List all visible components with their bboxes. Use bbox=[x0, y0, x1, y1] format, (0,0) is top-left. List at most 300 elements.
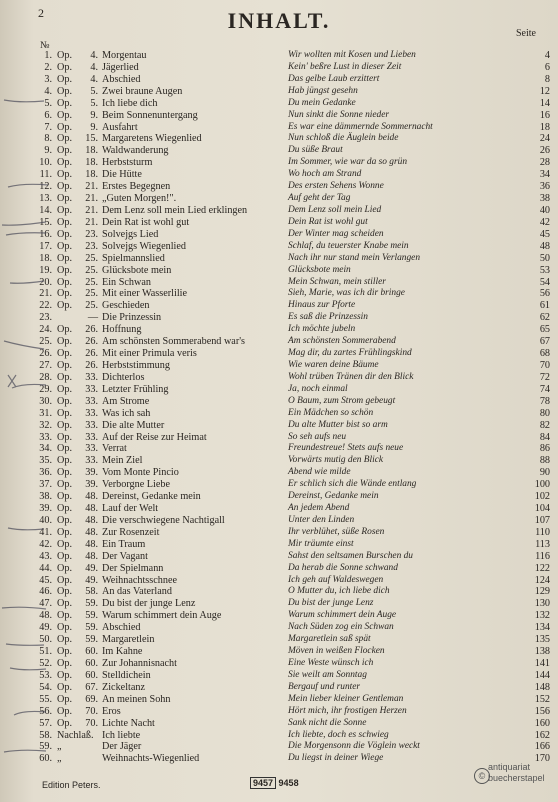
song-title: Mit einer Wasserlilie bbox=[102, 288, 187, 300]
table-row bbox=[0, 253, 558, 265]
first-line: So seh aufs neu bbox=[288, 431, 347, 442]
opus-number: 69. bbox=[85, 693, 98, 705]
first-line: Du liegst in deiner Wiege bbox=[288, 753, 384, 764]
song-title: Lichte Nacht bbox=[102, 717, 155, 729]
entry-number: 6. bbox=[44, 109, 52, 121]
entry-number: 55. bbox=[39, 693, 52, 705]
opus-number: 60. bbox=[85, 669, 98, 681]
opus-number: 21. bbox=[85, 216, 98, 228]
watermark-line-2: buecherstapel bbox=[488, 773, 545, 783]
opus-number: 4. bbox=[90, 61, 98, 73]
page-ref: 14 bbox=[539, 97, 550, 109]
page-ref: 124 bbox=[534, 574, 550, 586]
first-line: Auf geht der Tag bbox=[288, 193, 351, 204]
opus-number: 9. bbox=[90, 121, 98, 133]
plate-number-a: 9457 bbox=[250, 777, 276, 789]
page-ref: 72 bbox=[539, 371, 550, 383]
entry-number: 30. bbox=[39, 395, 52, 407]
song-title: Solvejgs Lied bbox=[102, 228, 159, 240]
table-row bbox=[0, 265, 558, 277]
page-ref: 129 bbox=[534, 586, 550, 598]
opus-number: — bbox=[87, 312, 98, 324]
song-title: An das Vaterland bbox=[102, 586, 172, 598]
entry-number: 41. bbox=[39, 526, 52, 538]
song-title: Ich liebe dich bbox=[102, 97, 158, 109]
table-row bbox=[0, 86, 558, 98]
song-title: Stelldichein bbox=[102, 669, 151, 681]
table-row bbox=[0, 74, 558, 86]
opus-label: Op. bbox=[57, 216, 72, 228]
opus-label: Op. bbox=[57, 252, 72, 264]
table-row bbox=[0, 145, 558, 157]
table-row bbox=[0, 694, 558, 706]
first-line: Dereinst, Gedanke mein bbox=[288, 491, 379, 502]
table-row bbox=[0, 575, 558, 587]
entry-number: 45. bbox=[39, 574, 52, 586]
entry-number: 20. bbox=[39, 276, 52, 288]
opus-number: 49. bbox=[85, 562, 98, 574]
opus-number: 18. bbox=[85, 145, 98, 157]
first-line: Sieh, Marie, was ich dir bringe bbox=[288, 288, 405, 299]
page-ref: 113 bbox=[535, 538, 550, 550]
opus-label: Op. bbox=[57, 145, 72, 157]
song-title: Zickeltanz bbox=[102, 681, 145, 693]
first-line: Kein' beßre Lust in dieser Zeit bbox=[288, 61, 402, 72]
entry-number: 37. bbox=[39, 479, 52, 491]
table-row bbox=[0, 384, 558, 396]
song-title: Am Strome bbox=[102, 395, 150, 407]
first-line: Die Morgensonn die Vöglein weckt bbox=[288, 741, 420, 752]
first-line: Wo hoch am Strand bbox=[288, 169, 362, 180]
song-title: Weihnachts-Wiegenlied bbox=[102, 753, 200, 765]
entry-number: 22. bbox=[39, 300, 52, 312]
opus-number: 25. bbox=[85, 252, 98, 264]
page-ref: 34 bbox=[539, 169, 550, 181]
entry-number: 35. bbox=[39, 455, 52, 467]
opus-number: 4. bbox=[90, 73, 98, 85]
song-title: An meinen Sohn bbox=[102, 693, 171, 705]
table-row bbox=[0, 479, 558, 491]
first-line: Nach ihr nur stand mein Verlangen bbox=[288, 252, 421, 263]
song-title: Spielmannslied bbox=[102, 252, 165, 264]
entry-number: 1. bbox=[44, 50, 52, 61]
opus-number: 9. bbox=[90, 109, 98, 121]
opus-label: Op. bbox=[57, 443, 72, 455]
table-row bbox=[0, 217, 558, 229]
opus-label: Op. bbox=[57, 717, 72, 729]
first-line: Eine Weste wünsch ich bbox=[288, 658, 374, 669]
song-title: Zur Johannisnacht bbox=[102, 658, 177, 670]
entry-number: 31. bbox=[39, 407, 52, 419]
song-title: Ich liebte bbox=[102, 729, 141, 741]
entry-number: 9. bbox=[44, 145, 52, 157]
entry-number: 26. bbox=[39, 348, 52, 360]
opus-label: Op. bbox=[57, 288, 72, 300]
opus-label: Op. bbox=[57, 336, 72, 348]
first-line: Sank nicht die Sonne bbox=[288, 717, 367, 728]
opus-number: 26. bbox=[85, 324, 98, 336]
song-title: Verrat bbox=[102, 443, 127, 455]
entry-number: 16. bbox=[39, 228, 52, 240]
table-row bbox=[0, 360, 558, 372]
entry-number: 14. bbox=[39, 204, 52, 216]
entry-number: 28. bbox=[39, 371, 52, 383]
table-row bbox=[0, 193, 558, 205]
first-line: Mein Schwan, mein stiller bbox=[288, 276, 386, 287]
opus-label: Op. bbox=[57, 491, 72, 503]
first-line: Dem Lenz soll mein Lied bbox=[288, 204, 382, 215]
page-ref: 148 bbox=[534, 681, 550, 693]
first-line: Ich möchte jubeln bbox=[288, 324, 356, 335]
song-title: Margaretens Wiegenlied bbox=[102, 133, 202, 145]
first-line: Im Sommer, wie war da so grün bbox=[288, 157, 408, 168]
opus-label: Op. bbox=[57, 348, 72, 360]
page-ref: 135 bbox=[534, 634, 550, 646]
page-ref: 110 bbox=[535, 526, 550, 538]
opus-label: Op. bbox=[57, 550, 72, 562]
page-ref: 56 bbox=[539, 288, 550, 300]
table-row bbox=[0, 682, 558, 694]
table-row bbox=[0, 563, 558, 575]
first-line: Es war eine dämmernde Sommernacht bbox=[288, 121, 433, 132]
opus-number: 59. bbox=[85, 610, 98, 622]
first-line: Das gelbe Laub erzittert bbox=[288, 73, 380, 84]
opus-label: Op. bbox=[57, 514, 72, 526]
entry-number: 42. bbox=[39, 538, 52, 550]
page-ref: 104 bbox=[534, 503, 550, 515]
entry-number: 56. bbox=[39, 705, 52, 717]
entry-number: 17. bbox=[39, 240, 52, 252]
opus-number: 33. bbox=[85, 395, 98, 407]
table-row bbox=[0, 62, 558, 74]
song-title: Auf der Reise zur Heimat bbox=[102, 431, 207, 443]
opus-number: 67. bbox=[85, 681, 98, 693]
opus-label: Op. bbox=[57, 50, 72, 61]
table-row bbox=[0, 110, 558, 122]
entry-number: 10. bbox=[39, 157, 52, 169]
copyright-icon: © bbox=[474, 768, 490, 784]
column-header-page: Seite bbox=[516, 28, 536, 39]
table-row bbox=[0, 324, 558, 336]
table-row bbox=[0, 658, 558, 670]
table-row bbox=[0, 98, 558, 110]
opus-number: 33. bbox=[85, 455, 98, 467]
entry-number: 18. bbox=[39, 252, 52, 264]
entry-number: 7. bbox=[44, 121, 52, 133]
first-line: Ich geh auf Waldeswegen bbox=[288, 574, 384, 585]
opus-label: „ bbox=[57, 753, 62, 765]
table-of-contents bbox=[0, 50, 558, 765]
page-ref: 122 bbox=[534, 562, 550, 574]
page-ref: 12 bbox=[539, 85, 550, 97]
first-line: Vorwärts mutig den Blick bbox=[288, 455, 384, 466]
opus-label: Op. bbox=[57, 371, 72, 383]
song-title: Der Spielmann bbox=[102, 562, 164, 574]
opus-label: Op. bbox=[57, 276, 72, 288]
first-line: Hinaus zur Pforte bbox=[288, 300, 356, 311]
page-ref: 42 bbox=[539, 216, 550, 228]
opus-label: Op. bbox=[57, 395, 72, 407]
first-line: Er schlich sich die Wände entlang bbox=[288, 479, 417, 490]
page-ref: 28 bbox=[539, 157, 550, 169]
song-title: Eros bbox=[102, 705, 121, 717]
first-line: Hört mich, ihr frostigen Herzen bbox=[288, 705, 407, 716]
opus-number: 21. bbox=[85, 193, 98, 205]
page-ref: 162 bbox=[534, 729, 550, 741]
page-ref: 132 bbox=[534, 610, 550, 622]
entry-number: 44. bbox=[39, 562, 52, 574]
page-ref: 116 bbox=[535, 550, 550, 562]
table-row bbox=[0, 300, 558, 312]
opus-number: 39. bbox=[85, 467, 98, 479]
opus-label: Op. bbox=[57, 407, 72, 419]
song-title: Die verschwiegene Nachtigall bbox=[102, 514, 225, 526]
opus-label: Op. bbox=[57, 181, 72, 193]
table-row bbox=[0, 455, 558, 467]
table-row bbox=[0, 515, 558, 527]
opus-label: Op. bbox=[57, 538, 72, 550]
page-ref: 45 bbox=[539, 228, 550, 240]
opus-label: Op. bbox=[57, 61, 72, 73]
first-line: Ich liebte, doch es schwieg bbox=[288, 729, 389, 740]
opus-number: 33. bbox=[85, 371, 98, 383]
table-row bbox=[0, 503, 558, 515]
song-title: Herbststurm bbox=[102, 157, 153, 169]
page-ref: 80 bbox=[539, 407, 550, 419]
page-ref: 6 bbox=[544, 61, 550, 73]
page-ref: 78 bbox=[539, 395, 550, 407]
opus-number: 49. bbox=[85, 574, 98, 586]
page-ref: 160 bbox=[534, 717, 550, 729]
opus-number: 5. bbox=[90, 85, 98, 97]
first-line: Da herab die Sonne schwand bbox=[288, 562, 398, 573]
table-row bbox=[0, 598, 558, 610]
page-ref: 88 bbox=[539, 455, 550, 467]
table-row bbox=[0, 491, 558, 503]
first-line: Am schönsten Sommerabend bbox=[288, 336, 396, 347]
first-line: Hab jüngst gesehn bbox=[288, 85, 358, 96]
opus-number: 59. bbox=[85, 634, 98, 646]
song-title: Die Hütte bbox=[102, 169, 142, 181]
song-title: Letzter Frühling bbox=[102, 383, 169, 395]
opus-label: Op. bbox=[57, 324, 72, 336]
first-line: An jedem Abend bbox=[288, 503, 350, 514]
opus-number: 18. bbox=[85, 157, 98, 169]
opus-number: 33. bbox=[85, 431, 98, 443]
opus-label: „ bbox=[57, 741, 62, 753]
entry-number: 15. bbox=[39, 216, 52, 228]
entry-number: 54. bbox=[39, 681, 52, 693]
opus-number: 33. bbox=[85, 407, 98, 419]
opus-label: Op. bbox=[57, 431, 72, 443]
opus-label: Op. bbox=[57, 383, 72, 395]
entry-number: 39. bbox=[39, 503, 52, 515]
table-row bbox=[0, 277, 558, 289]
opus-number: 60. bbox=[85, 646, 98, 658]
song-title: Abschied bbox=[102, 622, 141, 634]
song-title: Mit einer Primula veris bbox=[102, 348, 197, 360]
table-row bbox=[0, 420, 558, 432]
page-title: INHALT. bbox=[227, 8, 331, 33]
opus-label: Op. bbox=[57, 97, 72, 109]
plate-number-b: 9458 bbox=[278, 778, 299, 788]
page-ref: 141 bbox=[534, 658, 550, 670]
song-title: Ein Schwan bbox=[102, 276, 151, 288]
song-title: Im Kahne bbox=[102, 646, 143, 658]
page-ref: 90 bbox=[539, 467, 550, 479]
opus-number: 48. bbox=[85, 550, 98, 562]
song-title: Die alte Mutter bbox=[102, 419, 165, 431]
opus-label: Op. bbox=[57, 133, 72, 145]
page-ref: 24 bbox=[539, 133, 550, 145]
page-ref: 65 bbox=[539, 324, 550, 336]
opus-number: 48. bbox=[85, 538, 98, 550]
entry-number: 51. bbox=[39, 646, 52, 658]
entry-number: 29. bbox=[39, 383, 52, 395]
table-row bbox=[0, 169, 558, 181]
song-title: Die Prinzessin bbox=[102, 312, 162, 324]
opus-label: Op. bbox=[57, 586, 72, 598]
opus-label: Op. bbox=[57, 622, 72, 634]
opus-label: Op. bbox=[57, 646, 72, 658]
entry-number: 43. bbox=[39, 550, 52, 562]
first-line: Es saß die Prinzessin bbox=[288, 312, 368, 323]
page-ref: 16 bbox=[539, 109, 550, 121]
entry-number: 59. bbox=[39, 741, 52, 753]
opus-label: Op. bbox=[57, 467, 72, 479]
table-row bbox=[0, 372, 558, 384]
first-line: Mag dir, du zartes Frühlingskind bbox=[288, 348, 412, 359]
opus-label: Op. bbox=[57, 693, 72, 705]
opus-label: Op. bbox=[57, 240, 72, 252]
table-row bbox=[0, 157, 558, 169]
page-ref: 54 bbox=[539, 276, 550, 288]
opus-label: Op. bbox=[57, 228, 72, 240]
opus-number: 39. bbox=[85, 479, 98, 491]
table-row bbox=[0, 443, 558, 455]
song-title: „Guten Morgen!". bbox=[102, 193, 177, 205]
song-title: Dein Rat ist wohl gut bbox=[102, 216, 190, 228]
opus-label: Op. bbox=[57, 193, 72, 205]
entry-number: 3. bbox=[44, 73, 52, 85]
opus-label: Op. bbox=[57, 705, 72, 717]
page-ref: 4 bbox=[544, 50, 550, 61]
first-line: Unter den Linden bbox=[288, 514, 355, 525]
opus-label: Op. bbox=[57, 419, 72, 431]
table-row bbox=[0, 336, 558, 348]
table-row bbox=[0, 622, 558, 634]
page-ref: 170 bbox=[534, 753, 550, 765]
first-line: Wie waren deine Bäume bbox=[288, 359, 379, 370]
first-line: Nun sinkt die Sonne nieder bbox=[288, 109, 390, 120]
first-line: Sahst den seltsamen Burschen du bbox=[288, 550, 413, 561]
opus-label: Op. bbox=[57, 503, 72, 515]
opus-number: 59. bbox=[85, 598, 98, 610]
page-ref: 18 bbox=[539, 121, 550, 133]
page-ref: 26 bbox=[539, 145, 550, 157]
first-line: Wohl trüben Tränen dir den Blick bbox=[288, 371, 414, 382]
opus-number: 23. bbox=[85, 228, 98, 240]
entry-number: 46. bbox=[39, 586, 52, 598]
song-title: Am schönsten Sommerabend war's bbox=[102, 336, 246, 348]
song-title: Geschieden bbox=[102, 300, 150, 312]
page-ref: 152 bbox=[534, 693, 550, 705]
table-row bbox=[0, 539, 558, 551]
song-title: Verborgne Liebe bbox=[102, 479, 170, 491]
page-ref: 74 bbox=[539, 383, 550, 395]
song-title: Solvejgs Wiegenlied bbox=[102, 240, 187, 252]
song-title: Der Jäger bbox=[102, 741, 142, 753]
song-title: Zwei braune Augen bbox=[102, 85, 183, 97]
song-title: Abschied bbox=[102, 73, 141, 85]
opus-number: 48. bbox=[85, 514, 98, 526]
opus-label: Op. bbox=[57, 669, 72, 681]
first-line: Warum schimmert dein Auge bbox=[288, 610, 397, 621]
song-title: Jägerlied bbox=[102, 61, 139, 73]
opus-number: 15. bbox=[85, 133, 98, 145]
first-line: Abend wie milde bbox=[288, 467, 351, 478]
first-line: Bergauf und runter bbox=[288, 681, 361, 692]
page-ref: 68 bbox=[539, 348, 550, 360]
first-line: Dein Rat ist wohl gut bbox=[288, 216, 368, 227]
opus-number: 60. bbox=[85, 658, 98, 670]
entry-number: 36. bbox=[39, 467, 52, 479]
first-line: Du alte Mutter bist so arm bbox=[288, 419, 388, 430]
song-title: Erstes Begegnen bbox=[102, 181, 171, 193]
page-ref: 53 bbox=[539, 264, 550, 276]
opus-number: 25. bbox=[85, 264, 98, 276]
page-ref: 134 bbox=[534, 622, 550, 634]
opus-number: 26. bbox=[85, 336, 98, 348]
opus-label: Nachlaß. bbox=[57, 729, 94, 741]
page-ref: 130 bbox=[534, 598, 550, 610]
first-line: Wir wollten mit Kosen und Lieben bbox=[288, 50, 416, 60]
page-ref: 40 bbox=[539, 204, 550, 216]
opus-label: Op. bbox=[57, 109, 72, 121]
opus-label: Op. bbox=[57, 658, 72, 670]
first-line: Der Winter mag scheiden bbox=[288, 228, 384, 239]
opus-label: Op. bbox=[57, 455, 72, 467]
table-row bbox=[0, 634, 558, 646]
song-title: Lauf der Welt bbox=[102, 503, 159, 515]
page-ref: 82 bbox=[539, 419, 550, 431]
entry-number: 40. bbox=[39, 514, 52, 526]
opus-number: 21. bbox=[85, 181, 98, 193]
opus-number: 59. bbox=[85, 622, 98, 634]
entry-number: 38. bbox=[39, 491, 52, 503]
opus-number: 48. bbox=[85, 526, 98, 538]
first-line: Ihr verblühet, süße Rosen bbox=[288, 526, 385, 537]
page-ref: 107 bbox=[534, 514, 550, 526]
first-line: Schlaf, du teuerster Knabe mein bbox=[288, 240, 409, 251]
entry-number: 57. bbox=[39, 717, 52, 729]
table-row bbox=[0, 741, 558, 753]
opus-number: 4. bbox=[90, 50, 98, 61]
first-line: O Mutter du, ich liebe dich bbox=[288, 586, 390, 597]
entry-number: 32. bbox=[39, 419, 52, 431]
opus-label: Op. bbox=[57, 574, 72, 586]
table-row bbox=[0, 646, 558, 658]
opus-number: 5. bbox=[90, 97, 98, 109]
song-title: Margaretlein bbox=[102, 634, 155, 646]
entry-number: 50. bbox=[39, 634, 52, 646]
opus-label: Op. bbox=[57, 300, 72, 312]
plate-number bbox=[250, 778, 299, 788]
entry-number: 24. bbox=[39, 324, 52, 336]
column-header-number: № bbox=[40, 40, 50, 51]
table-row bbox=[0, 241, 558, 253]
table-row bbox=[0, 348, 558, 360]
